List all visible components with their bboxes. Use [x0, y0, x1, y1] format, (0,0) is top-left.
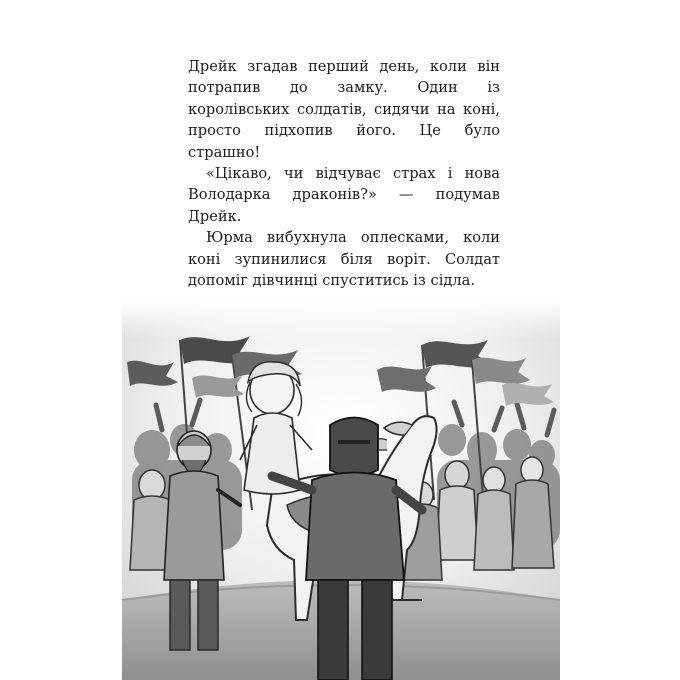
- paragraph-3: Юрма вибухнула оплесками, коли коні зупинилися біля воріт. Солдат допоміг дівчинці спуститись із сідла.: [188, 229, 500, 290]
- crowd-scene-image: [122, 300, 560, 680]
- paragraph-1: Дрейк згадав перший день, коли він потрапив до замку. Один із королівських солдатів, сидячи на коні, просто підхопив його. Це було страшно!: [188, 58, 500, 161]
- story-text: [188, 56, 500, 291]
- story-illustration: [122, 300, 560, 680]
- paragraph-2: «Цікаво, чи відчуває страх і нова Володарка драконів?» — подумав Дрейк.: [188, 165, 500, 225]
